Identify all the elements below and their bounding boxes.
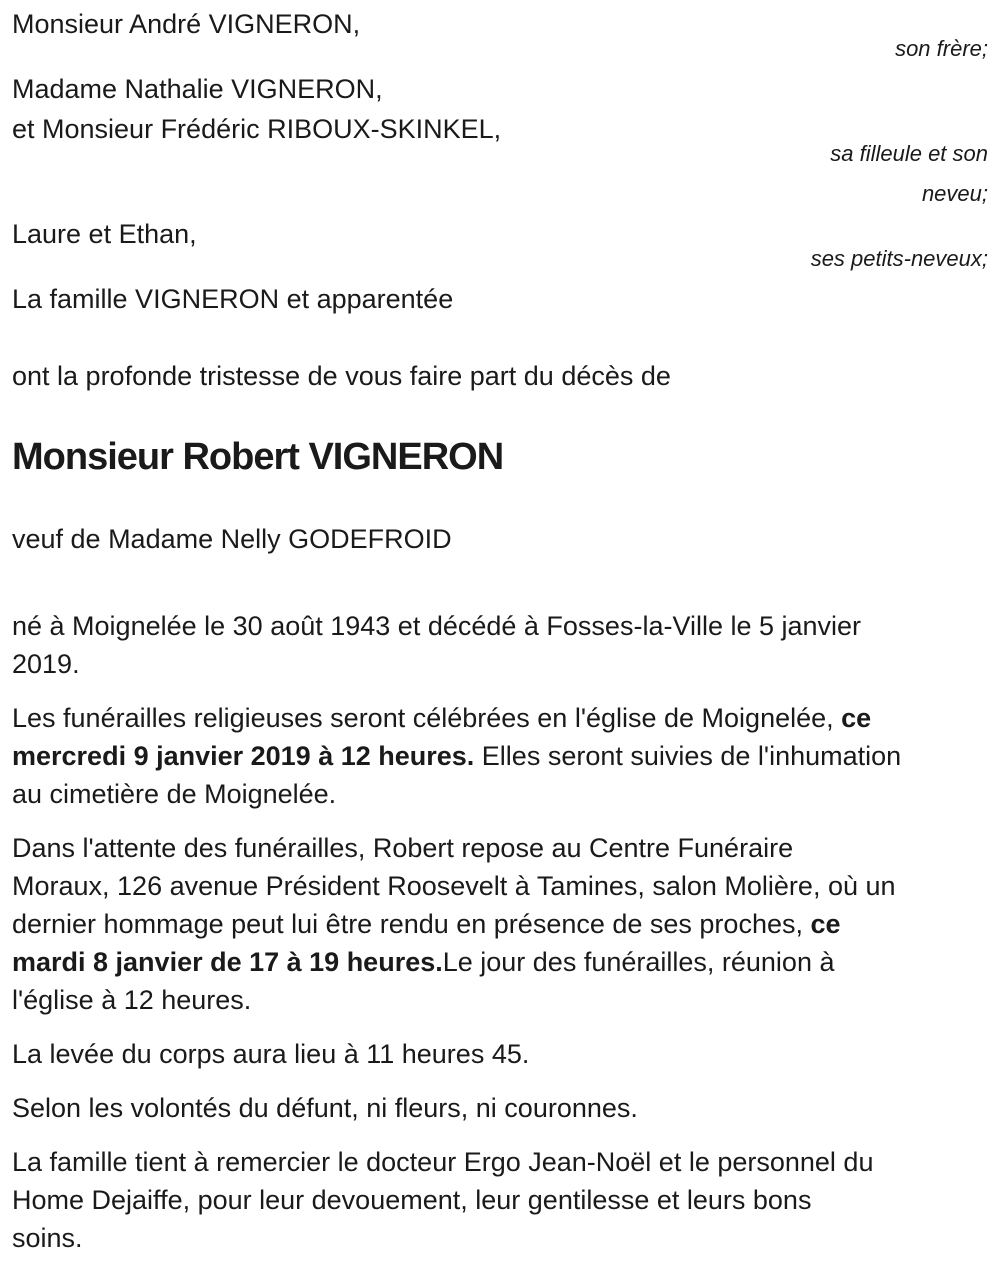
text-line xyxy=(12,1219,988,1257)
family-entry xyxy=(12,69,988,214)
text-run: La famille tient à remercier le docteur Ergo Jean-Noël et le personnel du xyxy=(12,1147,874,1177)
family-member-name: Monsieur André VIGNERON, xyxy=(12,9,361,39)
text-run: La levée du corps aura lieu à 11 heures 45. xyxy=(12,1039,530,1069)
emphasis-run: mercredi 9 janvier 2019 à 12 heures. xyxy=(12,741,475,771)
intro-line: ont la profonde tristesse de vous faire part du décès de xyxy=(12,361,671,391)
paragraph-visitation xyxy=(12,829,988,1019)
family-entry xyxy=(12,214,988,279)
text-run: Elles seront suivies de l'inhumation xyxy=(474,741,902,771)
family-member-name: La famille VIGNERON et apparentée xyxy=(12,284,454,314)
text-line xyxy=(12,1035,988,1073)
text-run: 2019. xyxy=(12,649,80,679)
text-line xyxy=(12,1089,988,1127)
text-run: Le jour des funérailles, réunion à xyxy=(442,947,835,977)
text-run: Moraux, 126 avenue Président Roosevelt à Tamines, salon Molière, où un xyxy=(12,871,896,901)
widower-line: veuf de Madame Nelly GODEFROID xyxy=(12,524,452,554)
emphasis-run: ce xyxy=(810,909,841,939)
family-section xyxy=(12,4,988,319)
text-line xyxy=(12,905,988,943)
text-run: Les funérailles religieuses seront célébrées en l'église de Moignelée, xyxy=(12,703,842,733)
text-line xyxy=(12,943,988,981)
text-run: dernier hommage peut lui être rendu en présence de ses proches, xyxy=(12,909,811,939)
relationship-line: son frère; xyxy=(895,36,988,61)
family-entry xyxy=(12,279,988,319)
text-line xyxy=(12,1143,988,1181)
text-run: l'église à 12 heures. xyxy=(12,985,252,1015)
family-member-name: Madame Nathalie VIGNERON, xyxy=(12,74,383,104)
text-run: soins. xyxy=(12,1223,83,1253)
text-run: Dans l'attente des funérailles, Robert repose au Centre Funéraire xyxy=(12,833,794,863)
paragraph-thanks xyxy=(12,1143,988,1257)
relationship-line: ses petits-neveux; xyxy=(810,246,988,271)
paragraph-funeral-service xyxy=(12,699,988,813)
text-line xyxy=(12,867,988,905)
family-entry xyxy=(12,4,988,69)
deceased-name-heading: Monsieur Robert VIGNERON xyxy=(12,436,504,478)
paragraph-levee-du-corps xyxy=(12,1035,988,1073)
text-line xyxy=(12,829,988,867)
family-member-name: Laure et Ethan, xyxy=(12,219,197,249)
text-run: né à Moignelée le 30 août 1943 et décédé à Fosses-la-Ville le 5 janvier xyxy=(12,611,862,641)
text-run: Home Dejaiffe, pour leur devouement, leur gentilesse et leurs bons xyxy=(12,1185,812,1215)
text-line xyxy=(12,607,988,645)
text-line xyxy=(12,699,988,737)
emphasis-run: mardi 8 janvier de 17 à 19 heures. xyxy=(12,947,443,977)
relationship-line: sa filleule et son xyxy=(830,141,988,166)
text-line xyxy=(12,775,988,813)
relationship-line: neveu; xyxy=(921,181,988,206)
text-line xyxy=(12,981,988,1019)
emphasis-run: ce xyxy=(841,703,872,733)
text-line xyxy=(12,1181,988,1219)
text-run: au cimetière de Moignelée. xyxy=(12,779,337,809)
paragraph-no-flowers xyxy=(12,1089,988,1127)
paragraph-birth-death xyxy=(12,607,988,683)
text-run: Selon les volontés du défunt, ni fleurs, ni couronnes. xyxy=(12,1093,638,1123)
text-line xyxy=(12,737,988,775)
family-member-name: et Monsieur Frédéric RIBOUX-SKINKEL, xyxy=(12,114,502,144)
text-line xyxy=(12,645,988,683)
